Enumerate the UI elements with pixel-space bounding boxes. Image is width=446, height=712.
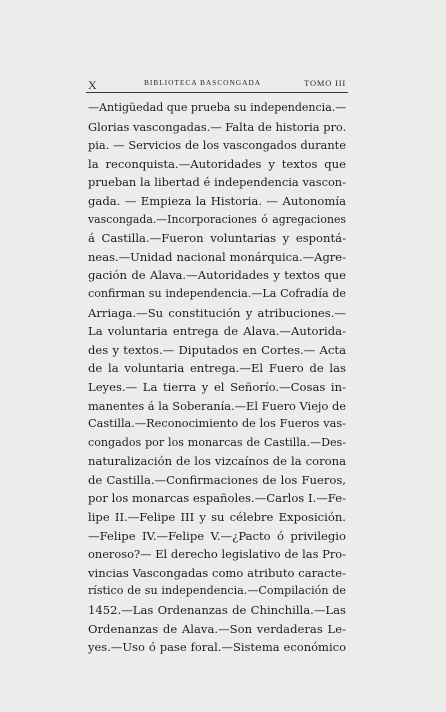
text-line: vascongada.—Incorporaciones ó agregaciones: [88, 212, 346, 226]
running-head-title: BIBLIOTECA BASCONGADA: [144, 78, 262, 87]
text-line: gada. — Empieza la Historia. — Autonomía: [88, 193, 346, 208]
text-line: —Antigüedad que prueba su independencia.—: [88, 101, 346, 114]
running-head-volume: TOMO III: [304, 78, 346, 88]
body-text: [88, 99, 346, 657]
text-line: de Castilla.—Confirmaciones de los Fueros,: [88, 472, 346, 487]
text-line: yes.—Uso ó pase foral.—Sistema económico: [88, 640, 346, 655]
text-line: pia. — Servicios de los vascongados durante: [88, 138, 346, 153]
running-head: [88, 78, 346, 92]
text-line: Leyes.— La tierra y el Señorío.—Cosas in-: [88, 379, 346, 394]
text-line: naturalización de los vizcaínos de la corona: [88, 454, 346, 469]
text-line: oneroso?— El derecho legislativo de las Pro-: [88, 547, 346, 562]
text-line: neas.—Unidad nacional monárquica.—Agre-: [88, 249, 346, 264]
text-line: gación de Alava.—Autoridades y textos que: [88, 268, 346, 283]
text-line: des y textos.— Diputados en Cortes.— Acta: [88, 342, 346, 357]
text-line: la reconquista.—Autoridades y textos que: [88, 156, 346, 171]
text-line: lipe II.—Felipe III y su célebre Exposición.: [88, 510, 346, 525]
text-line: vincias Vascongadas como atributo caracte-: [88, 565, 346, 580]
text-line: Ordenanzas de Alava.—Son verdaderas Le-: [88, 621, 346, 636]
text-line: Castilla.—Reconocimiento de los Fueros vas-: [88, 417, 346, 431]
text-line: —Felipe IV.—Felipe V.—¿Pacto ó privilegio: [88, 528, 346, 543]
text-line: confirman su independencia.—La Cofradía de: [88, 286, 346, 300]
text-line: Arriaga.—Su constitución y atribuciones.—: [88, 305, 346, 320]
page-number: X: [88, 78, 98, 92]
text-line: rístico de su independencia.—Compilación de: [88, 584, 346, 598]
text-line: de la voluntaria entrega.—El Fuero de las: [88, 361, 346, 376]
text-line: prueban la libertad é independencia vascon-: [88, 175, 346, 190]
text-line: manentes á la Soberanía.—El Fuero Viejo de: [88, 398, 346, 413]
text-line: La voluntaria entrega de Alava.—Autorida-: [88, 324, 346, 339]
text-line: Glorias vascongadas.— Falta de historia pro.: [88, 119, 346, 134]
text-line: por los monarcas españoles.—Carlos I.—Fe-: [88, 491, 346, 506]
text-line: á Castilla.—Fueron voluntarias y espontá-: [88, 231, 346, 246]
text-line: 1452.—Las Ordenanzas de Chinchilla.—Las: [88, 603, 346, 618]
header-rule: [86, 92, 348, 93]
text-line: congados por los monarcas de Castilla.—Des-: [88, 435, 346, 449]
